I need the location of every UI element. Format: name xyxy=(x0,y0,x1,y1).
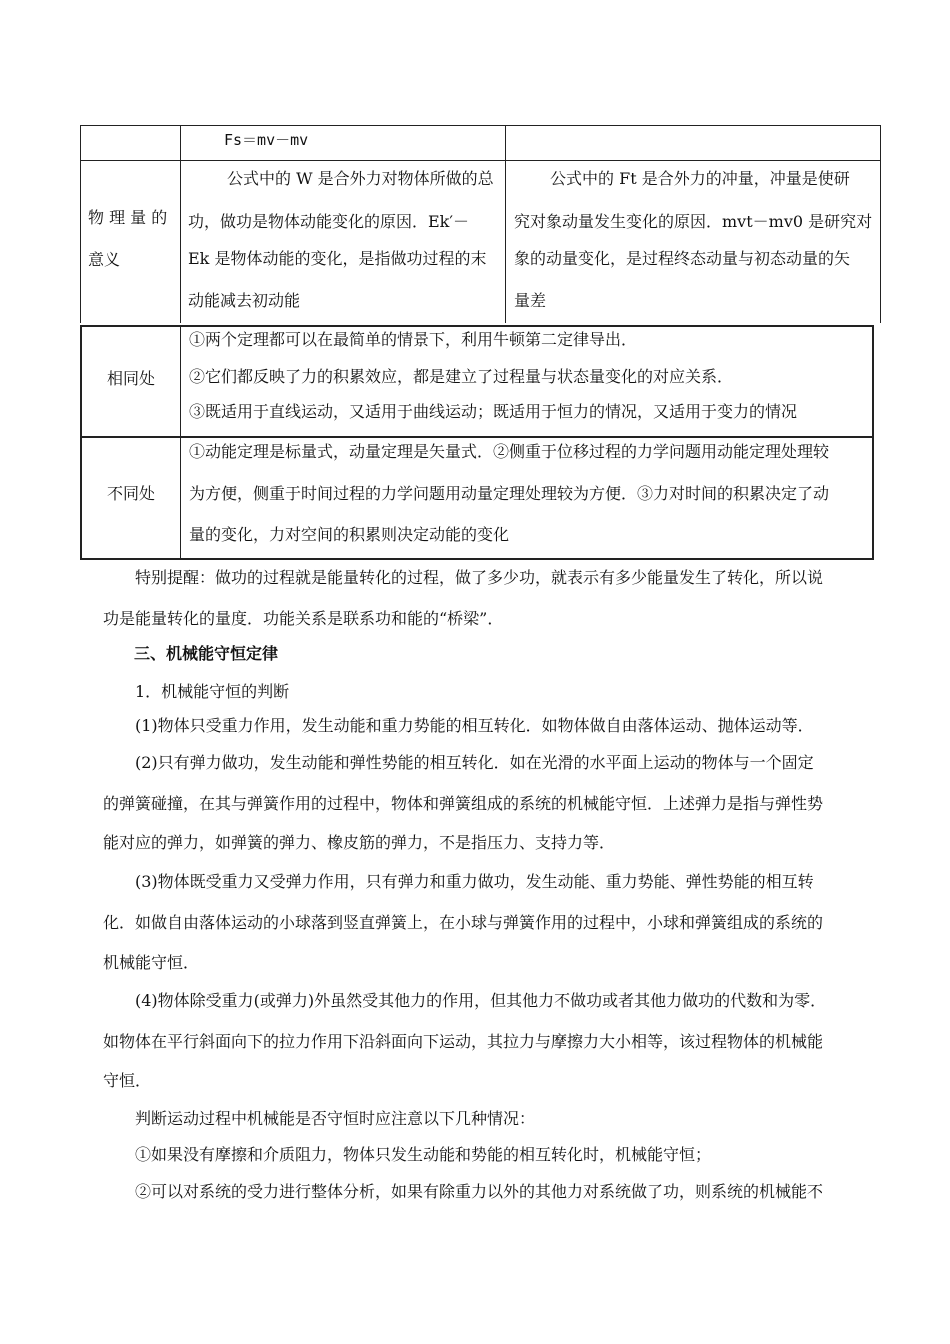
row-label-meaning-line2: 意义 xyxy=(88,250,121,269)
table-border xyxy=(872,325,874,560)
note-item-1: ①如果没有摩擦和介质阻力，物体只发生动能和势能的相互转化时，机械能守恒； xyxy=(135,1145,712,1164)
paragraph-2-line: 能对应的弹力，如弹簧的弹力、橡皮筋的弹力，不是指压力、支持力等． xyxy=(103,833,616,852)
table-border xyxy=(180,125,181,323)
paragraph-2-line: 的弹簧碰撞，在其与弹簧作用的过程中，物体和弹簧组成的系统的机械能守恒．上述弹力是指与弹性势 xyxy=(103,794,824,813)
kinetic-formula: Fs＝mv－mv xyxy=(224,131,309,149)
same-line: ②它们都反映了力的积累效应，都是建立了过程量与状态量变化的对应关系． xyxy=(189,367,734,386)
row-label-meaning-line1: 物 理 量 的 xyxy=(88,208,168,227)
table-border xyxy=(880,125,881,323)
paragraph-4-line: 守恒． xyxy=(103,1071,152,1090)
table-border xyxy=(80,325,82,560)
paragraph-3-line: (3)物体既受重力又受弹力作用，只有弹力和重力做功，发生动能、重力势能、弹性势能的相互转 xyxy=(135,872,814,891)
paragraph-2-line: (2)只有弹力做功，发生动能和弹性势能的相互转化．如在光滑的水平面上运动的物体与一个固定 xyxy=(135,753,814,772)
row-label-diff: 不同处 xyxy=(107,484,156,503)
paragraph-3-line: 化．如做自由落体运动的小球落到竖直弹簧上，在小球与弹簧作用的过程中，小球和弹簧组成的系统的 xyxy=(103,913,824,932)
same-line: ①两个定理都可以在最简单的情景下，利用牛顿第二定律导出． xyxy=(189,330,638,349)
kinetic-meaning-line: 动能减去初动能 xyxy=(188,291,301,310)
paragraph-3-line: 机械能守恒． xyxy=(103,953,200,972)
row-label-same: 相同处 xyxy=(107,369,156,388)
table-border xyxy=(80,125,81,323)
table-border xyxy=(180,325,181,560)
momentum-meaning-line: 量差 xyxy=(514,291,547,310)
table-border xyxy=(505,125,506,323)
sub-heading: 1．机械能守恒的判断 xyxy=(135,682,290,701)
paragraph-1: (1)物体只受重力作用，发生动能和重力势能的相互转化．如物体做自由落体运动、抛体运动等． xyxy=(135,716,814,735)
kinetic-meaning-line: 功，做功是物体动能变化的原因．Ek′－ xyxy=(188,212,470,231)
paragraph-4-line: 如物体在平行斜面向下的拉力作用下沿斜面向下运动，其拉力与摩擦力大小相等，该过程物体的机械能 xyxy=(103,1032,824,1051)
section-heading: 三、机械能守恒定律 xyxy=(134,644,279,663)
kinetic-meaning-line: Ek 是物体动能的变化，是指做功过程的末 xyxy=(188,249,487,268)
table-border xyxy=(80,125,881,126)
same-line: ③既适用于直线运动，又适用于曲线运动；既适用于恒力的情况，又适用于变力的情况 xyxy=(189,402,798,421)
momentum-meaning-line: 究对象动量发生变化的原因．mvt－mv0 是研究对 xyxy=(514,212,873,231)
momentum-meaning-line: 公式中的 Ft 是合外力的冲量，冲量是使研 xyxy=(550,169,850,188)
reminder-line: 特别提醒：做功的过程就是能量转化的过程，做了多少功，就表示有多少能量发生了转化，所以说 xyxy=(135,568,824,587)
diff-line: 量的变化，力对空间的积累则决定动能的变化 xyxy=(189,525,510,544)
momentum-meaning-line: 象的动量变化，是过程终态动量与初态动量的矢 xyxy=(514,249,851,268)
diff-line: ①动能定理是标量式，动量定理是矢量式．②侧重于位移过程的力学问题用动能定理处理较 xyxy=(189,442,830,461)
diff-line: 为方便，侧重于时间过程的力学问题用动量定理处理较为方便．③力对时间的积累决定了动 xyxy=(189,484,830,503)
note-item-2: ②可以对系统的受力进行整体分析，如果有除重力以外的其他力对系统做了功，则系统的机械能不 xyxy=(135,1182,824,1201)
table-border xyxy=(80,558,874,560)
note-intro: 判断运动过程中机械能是否守恒时应注意以下几种情况： xyxy=(135,1109,536,1128)
kinetic-meaning-line: 公式中的 W 是合外力对物体所做的总 xyxy=(227,169,494,188)
paragraph-4-line: (4)物体除受重力(或弹力)外虽然受其他力的作用，但其他力不做功或者其他力做功的代数和为零． xyxy=(135,991,827,1010)
reminder-line: 功是能量转化的量度．功能关系是联系功和能的“桥梁”． xyxy=(103,609,504,628)
